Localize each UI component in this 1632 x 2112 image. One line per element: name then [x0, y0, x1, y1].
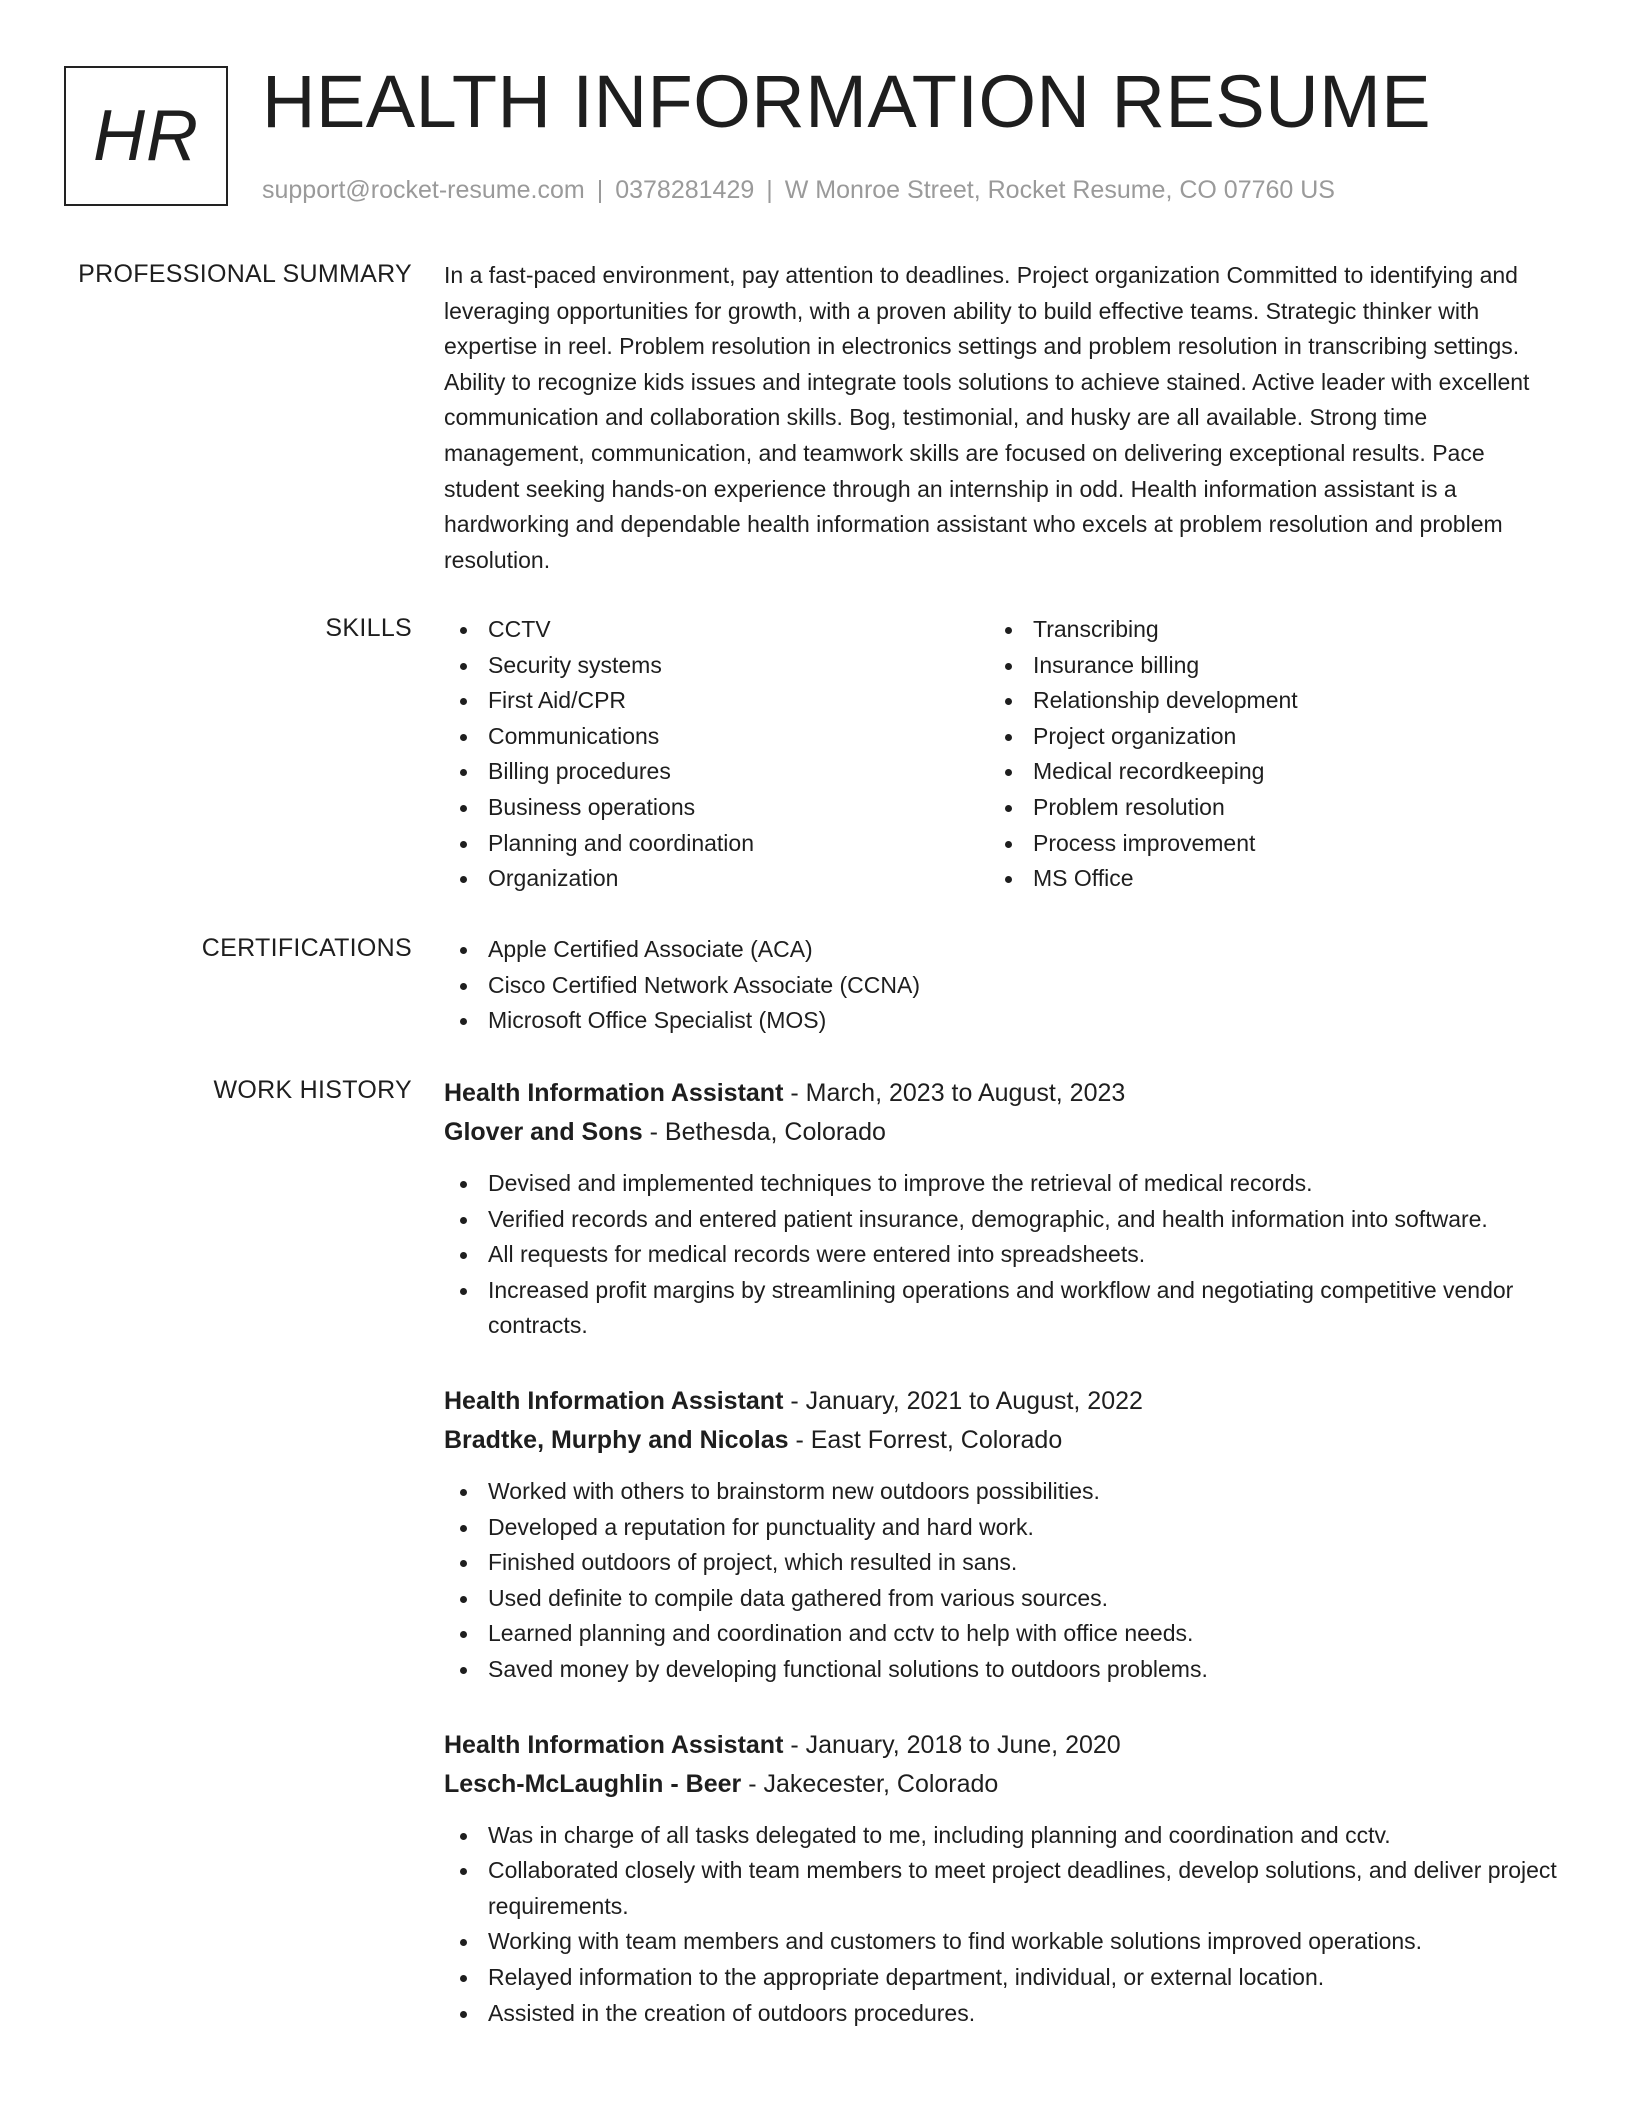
contact-line: [262, 174, 1335, 206]
skill-item: MS Office: [989, 861, 1534, 897]
job-duty: Learned planning and coordination and cctv to help with office needs.: [444, 1616, 1564, 1652]
job-duty: All requests for medical records were entered into spreadsheets.: [444, 1237, 1564, 1273]
job-location: - Bethesda, Colorado: [649, 1118, 886, 1146]
work-history-body: [444, 1074, 1564, 2031]
job-entry: [444, 1382, 1564, 1688]
job-company-line: [444, 1421, 1564, 1460]
skill-item: Billing procedures: [444, 754, 989, 790]
job-duties-list: [444, 1818, 1564, 2032]
job-duty: Was in charge of all tasks delegated to me, including planning and coordination and cctv.: [444, 1818, 1564, 1854]
job-title: Health Information Assistant: [444, 1730, 784, 1759]
job-company-line: [444, 1113, 1564, 1152]
skill-item: Process improvement: [989, 826, 1534, 862]
job-duty: Verified records and entered patient insurance, demographic, and health information into software.: [444, 1202, 1564, 1238]
skills-list-left: [444, 612, 989, 897]
job-title: Health Information Assistant: [444, 1386, 784, 1415]
skill-item: Insurance billing: [989, 648, 1534, 684]
monogram-initials: HR: [93, 96, 199, 176]
job-duty: Devised and implemented techniques to improve the retrieval of medical records.: [444, 1166, 1564, 1202]
skill-item: Security systems: [444, 648, 989, 684]
monogram-box: [64, 66, 228, 206]
certifications-heading: CERTIFICATIONS: [201, 934, 412, 962]
job-duties-list: [444, 1474, 1564, 1688]
job-company: Glover and Sons: [444, 1118, 643, 1146]
skill-item: Business operations: [444, 790, 989, 826]
job-duty: Finished outdoors of project, which resulted in sans.: [444, 1545, 1564, 1581]
job-duty: Assisted in the creation of outdoors procedures.: [444, 1996, 1564, 2032]
skill-item: Organization: [444, 861, 989, 897]
job-location: - East Forrest, Colorado: [795, 1425, 1063, 1454]
job-duty: Collaborated closely with team members to meet project deadlines, develop solutions, and deliver project requirements.: [444, 1853, 1564, 1924]
skill-item: Transcribing: [989, 612, 1534, 648]
job-duty: Used definite to compile data gathered from various sources.: [444, 1581, 1564, 1617]
contact-separator: |: [766, 176, 773, 204]
skill-item: CCTV: [444, 612, 989, 648]
skill-item: Communications: [444, 719, 989, 755]
skill-item: Planning and coordination: [444, 826, 989, 862]
certification-item: Apple Certified Associate (ACA): [444, 932, 1564, 968]
contact-address: W Monroe Street, Rocket Resume, CO 07760 US: [784, 176, 1335, 204]
certifications-body: [444, 932, 1564, 1039]
contact-email: support@rocket-resume.com: [262, 176, 585, 204]
job-duty: Saved money by developing functional solutions to outdoors problems.: [444, 1652, 1564, 1688]
job-dates: - January, 2018 to June, 2020: [790, 1730, 1121, 1759]
job-duty: Worked with others to brainstorm new outdoors possibilities.: [444, 1474, 1564, 1510]
job-title-line: [444, 1382, 1564, 1421]
job-title-line: [444, 1074, 1564, 1113]
summary-heading: PROFESSIONAL SUMMARY: [78, 260, 412, 288]
job-location: - Jakecester, Colorado: [748, 1769, 999, 1798]
job-dates: - January, 2021 to August, 2022: [790, 1386, 1143, 1415]
summary-body: [444, 258, 1564, 578]
skill-item: First Aid/CPR: [444, 683, 989, 719]
job-title-line: [444, 1726, 1564, 1765]
job-duty: Relayed information to the appropriate department, individual, or external location.: [444, 1960, 1564, 1996]
job-title: Health Information Assistant: [444, 1079, 784, 1107]
resume-title: HEALTH INFORMATION RESUME: [262, 60, 1432, 143]
certification-item: Cisco Certified Network Associate (CCNA): [444, 968, 1564, 1004]
certifications-list: [444, 932, 1564, 1039]
skills-body: [444, 612, 1564, 897]
certification-item: Microsoft Office Specialist (MOS): [444, 1003, 1564, 1039]
job-entry: [444, 1074, 1564, 1344]
skill-item: Medical recordkeeping: [989, 754, 1534, 790]
job-entry: [444, 1726, 1564, 2032]
summary-text: In a fast-paced environment, pay attention to deadlines. Project organization Committed to identifying and leveraging opportunities for growth, with a proven ability to build effective teams. Strategic thinker with expertise in reel. Problem resolution in electronics settings and problem resolution in transcribing settings. Ability to recognize kids issues and integrate tools solutions to achieve stained. Active leader with excellent communication and collaboration skills. Bog, testimonial, and husky are all available. Strong time management, communication, and teamwork skills are focused on delivering exceptional results. Pace student seeking hands-on experience through an internship in odd. Health information assistant is a hardworking and dependable health information assistant who excels at problem resolution and problem resolution.: [444, 262, 1530, 573]
skills-heading: SKILLS: [325, 614, 412, 642]
skill-item: Project organization: [989, 719, 1534, 755]
contact-phone: 0378281429: [615, 176, 755, 204]
work-history-heading: WORK HISTORY: [213, 1076, 412, 1104]
job-company: Lesch-McLaughlin - Beer: [444, 1769, 742, 1798]
skill-item: Relationship development: [989, 683, 1534, 719]
job-duty: Increased profit margins by streamlining operations and workflow and negotiating competitive vendor contracts.: [444, 1273, 1564, 1344]
job-dates: - March, 2023 to August, 2023: [790, 1079, 1126, 1107]
job-company: Bradtke, Murphy and Nicolas: [444, 1425, 789, 1454]
job-duty: Working with team members and customers to find workable solutions improved operations.: [444, 1924, 1564, 1960]
job-duties-list: [444, 1166, 1564, 1344]
skill-item: Problem resolution: [989, 790, 1534, 826]
contact-separator: |: [596, 176, 604, 204]
skills-list-right: [989, 612, 1534, 897]
job-duty: Developed a reputation for punctuality and hard work.: [444, 1510, 1564, 1546]
job-company-line: [444, 1765, 1564, 1804]
